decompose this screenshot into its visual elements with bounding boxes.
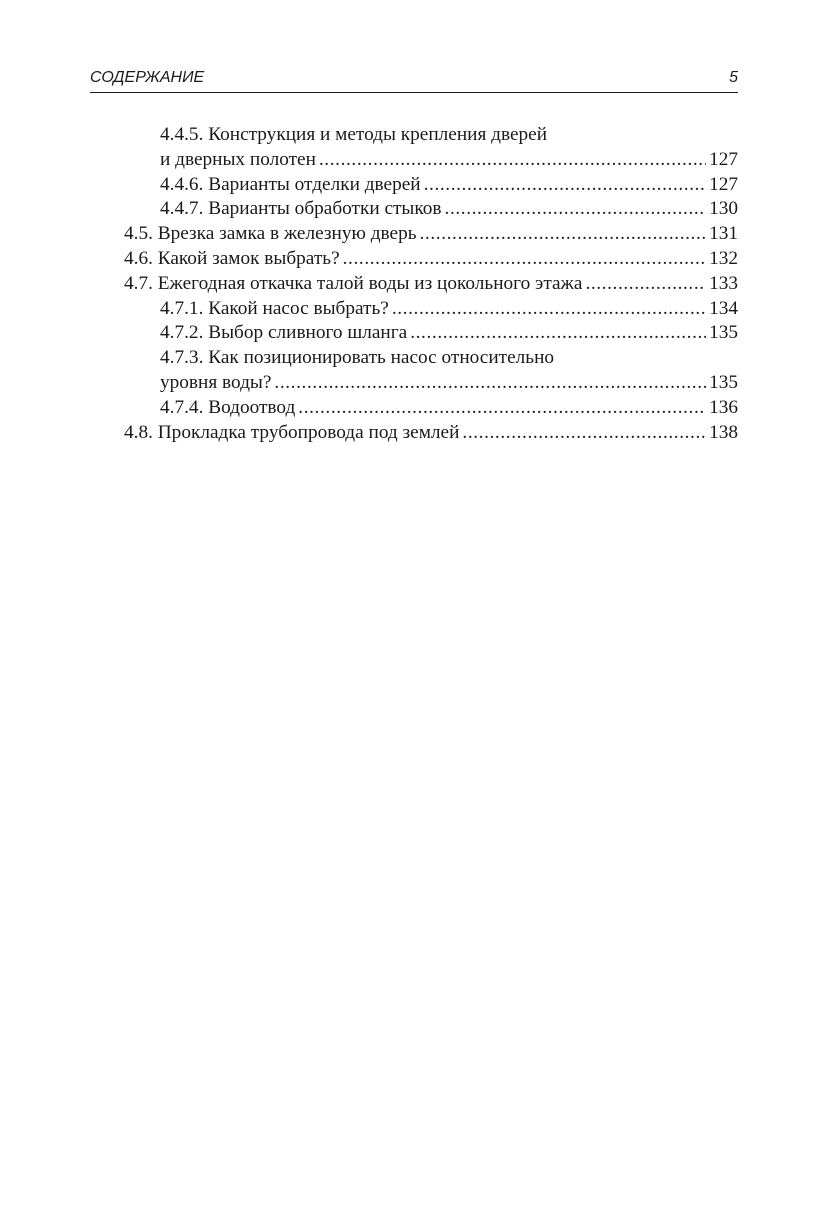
toc-entry[interactable]: [124, 247, 738, 272]
toc-entry-page: 138: [709, 421, 738, 443]
toc-entry-title-continued: и дверных полотен: [160, 148, 316, 170]
toc-entry-number-text: [124, 222, 417, 247]
toc-entry-page: 133: [709, 272, 738, 294]
toc-entry[interactable]: [124, 297, 738, 322]
toc-entry-number: 4.4.6.: [160, 173, 204, 195]
toc-entry-number-text: [160, 396, 295, 421]
toc-entry-line: [160, 321, 738, 346]
toc-entry[interactable]: [124, 272, 738, 297]
toc-entry-title: Водоотвод: [208, 396, 296, 418]
dot-leader: [410, 321, 706, 346]
toc-entry-line: [124, 222, 738, 247]
toc-entry-number: 4.7.2.: [160, 322, 204, 344]
toc-entry-number: 4.6.: [124, 247, 153, 269]
toc-entry-line: [160, 197, 738, 222]
toc-entry-title: Какой замок выбрать?: [157, 247, 340, 269]
toc-entry-number-text: [160, 297, 389, 322]
dot-leader: [298, 396, 706, 421]
running-head-page-number: 5: [729, 69, 738, 86]
dot-leader: [274, 371, 706, 396]
toc-entry-page: 130: [709, 198, 738, 220]
toc-entry-title: Конструкция и методы крепления дверей: [208, 124, 548, 145]
toc-entry-line: [160, 371, 738, 396]
running-head-title: СОДЕРЖАНИЕ: [90, 69, 205, 86]
toc-entry-number-text: [124, 272, 582, 297]
running-head: [90, 66, 738, 93]
toc-entry-title: Какой насос выбрать?: [208, 297, 389, 319]
table-of-contents: [124, 123, 738, 445]
toc-entry-page: 127: [709, 173, 738, 195]
toc-entry-line: [160, 123, 738, 148]
toc-entry-number: 4.7.: [124, 272, 153, 294]
dot-leader: [319, 148, 706, 173]
toc-entry-number-text: [160, 197, 442, 222]
toc-entry-number-text: [160, 321, 407, 346]
toc-entry-number-text: [160, 123, 547, 148]
toc-entry-title: Ежегодная откачка талой воды из цокольного этажа: [157, 272, 583, 294]
toc-entry-title: Врезка замка в железную дверь: [157, 223, 417, 245]
toc-entry[interactable]: [124, 123, 738, 173]
toc-entry-number: 4.7.4.: [160, 396, 204, 418]
toc-entry[interactable]: [124, 346, 738, 396]
dot-leader: [424, 173, 706, 198]
toc-entry-page: 135: [709, 322, 738, 344]
dot-leader: [445, 197, 707, 222]
toc-entry-number: 4.4.7.: [160, 198, 204, 220]
toc-entry-page: 135: [709, 371, 738, 393]
toc-entry-page: 134: [709, 297, 738, 319]
toc-entry-page: 131: [709, 223, 738, 245]
toc-entry-title: Прокладка трубопровода под землей: [157, 421, 460, 443]
toc-entry-page: 127: [709, 148, 738, 170]
toc-entry-number: 4.7.1.: [160, 297, 204, 319]
toc-entry[interactable]: [124, 197, 738, 222]
toc-entry-line: [124, 247, 738, 272]
toc-entry-number-text: [160, 173, 421, 198]
toc-entry-number: 4.5.: [124, 223, 153, 245]
dot-leader: [392, 297, 706, 322]
toc-entry-line: [124, 272, 738, 297]
toc-entry-line: [160, 396, 738, 421]
dot-leader: [462, 421, 706, 446]
toc-entry-title: Варианты отделки дверей: [208, 173, 421, 195]
toc-entry[interactable]: [124, 321, 738, 346]
toc-entry-line: [160, 148, 738, 173]
toc-entry-line: [124, 421, 738, 446]
toc-entry-page: 132: [709, 247, 738, 269]
toc-entry-number: 4.4.5.: [160, 124, 204, 145]
dot-leader: [343, 247, 706, 272]
toc-entry-line: [160, 297, 738, 322]
dot-leader: [585, 272, 706, 297]
toc-entry-title: Выбор сливного шланга: [208, 322, 408, 344]
toc-entry-number: 4.8.: [124, 421, 153, 443]
toc-entry[interactable]: [124, 222, 738, 247]
toc-entry-line: [160, 173, 738, 198]
toc-entry[interactable]: [124, 173, 738, 198]
toc-entry-title-continued: уровня воды?: [160, 371, 272, 393]
toc-entry-number-text: [124, 247, 340, 272]
toc-entry-number-text: [160, 346, 554, 371]
toc-entry-number-text: [124, 421, 459, 446]
toc-entry-title: Варианты обработки стыков: [208, 198, 442, 220]
toc-entry-title: Как позиционировать насос относительно: [208, 347, 555, 369]
toc-entry[interactable]: [124, 421, 738, 446]
toc-entry-page: 136: [709, 396, 738, 418]
toc-entry-number: 4.7.3.: [160, 347, 204, 369]
toc-entry-line: [160, 346, 738, 371]
dot-leader: [420, 222, 707, 247]
toc-entry[interactable]: [124, 396, 738, 421]
